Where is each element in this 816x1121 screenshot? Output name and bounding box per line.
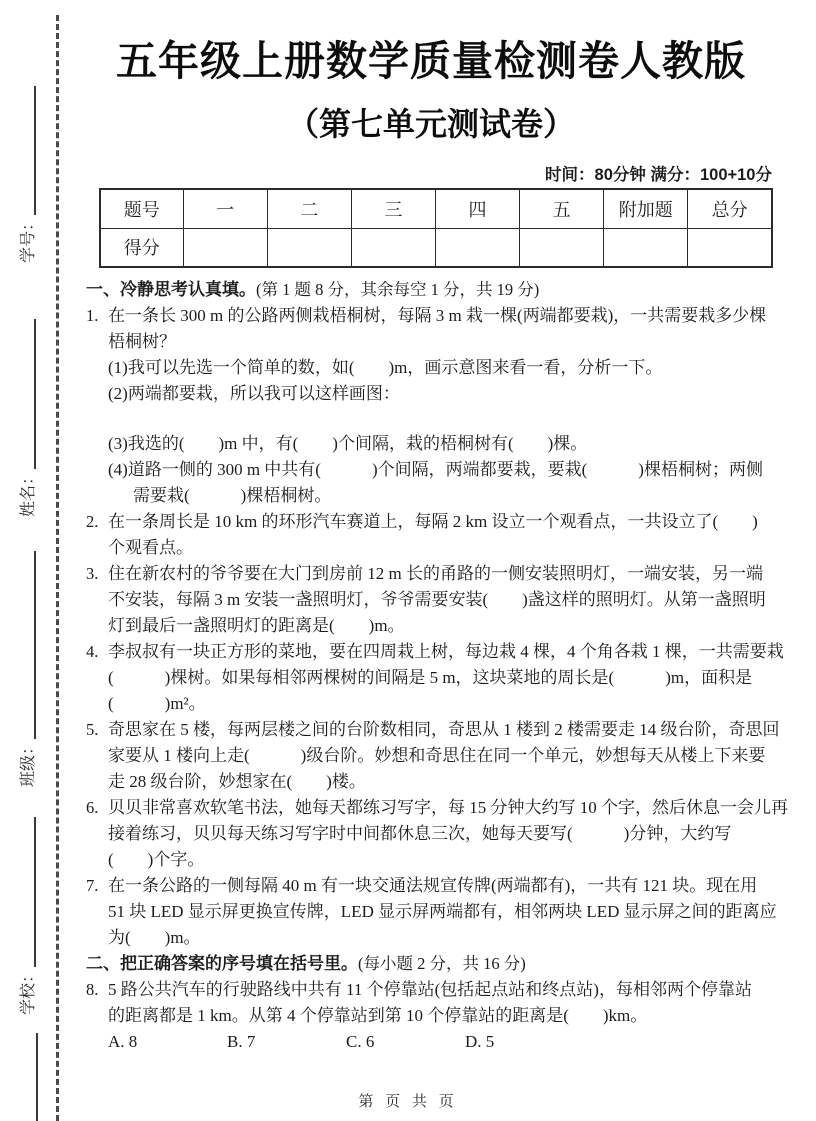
question-8-line: 5 路公共汽车的行驶路线中共有 11 个停靠站(包括起点站和终点站)，每相邻两个停靠站 [108, 980, 752, 999]
question-1 [86, 303, 776, 509]
question-5-line: 家要从 1 楼向上走( )级台阶。妙想和奇思住在同一个单元，妙想每天从楼上下来要 [108, 746, 766, 765]
question-2-line: 个观看点。 [108, 538, 193, 557]
student-name-label: 姓名： [20, 468, 37, 517]
question-8-option-a: A. 8 [108, 1032, 138, 1051]
question-6-line: 接着练习，贝贝每天练习写字时中间都休息三次，她每天要写( )分钟，大约写 [108, 824, 732, 843]
page-footer: 第 页 共 页 [358, 1094, 458, 1110]
question-2-body [108, 509, 776, 561]
score-table-header-cell: 五 [520, 189, 604, 228]
question-3-line: 住在新农村的爷爷要在大门到房前 12 m 长的甬路的一侧安装照明灯，一端安装，另一端 [108, 564, 763, 583]
main-column [86, 28, 788, 1055]
question-7-line: 为( )m。 [108, 928, 201, 947]
sidebar-field-school [20, 817, 38, 1015]
question-5 [86, 717, 780, 795]
question-7-body [108, 873, 776, 951]
score-cell-empty [267, 228, 351, 267]
question-8 [86, 977, 776, 1055]
score-row-label: 得分 [100, 228, 183, 267]
section-2-heading-title: 二、把正确答案的序号填在括号里。 [86, 954, 358, 973]
class-label: 班级： [20, 738, 37, 787]
section-1-heading-title: 一、冷静思考认真填。 [86, 280, 256, 299]
question-1-body [108, 303, 776, 509]
question-1-number: 1. [86, 306, 99, 325]
question-7 [86, 873, 776, 951]
paper-title: 五年级上册数学质量检测卷人教版 [116, 38, 746, 84]
score-table-header-cell: 总分 [688, 189, 772, 228]
section-2-heading-note: (每小题 2 分，共 16 分) [358, 954, 526, 973]
score-cell-empty [604, 228, 688, 267]
section-1-heading [86, 277, 776, 303]
question-7-line: 51 块 LED 显示屏更换宣传牌，LED 显示屏两端都有，相邻两块 LED 显示屏之间的距离应 [108, 902, 777, 921]
question-8-body [108, 977, 776, 1055]
question-3-line: 灯到最后一盏照明灯的距离是( )m。 [108, 616, 405, 635]
question-4-number: 4. [86, 642, 99, 661]
question-6-body [108, 795, 788, 873]
score-table [99, 188, 773, 268]
paper-subtitle: （第七单元测试卷） [286, 106, 575, 142]
student-id-label: 学号： [20, 214, 37, 263]
question-8-option-c: C. 6 [346, 1032, 375, 1051]
sidebar-field-student-name [20, 319, 38, 517]
score-cell-empty [351, 228, 435, 267]
score-table-header-row [100, 189, 772, 228]
class-blank-line [22, 551, 36, 739]
question-2-line: 在一条周长是 10 km 的环形汽车赛道上，每隔 2 km 设立一个观看点，一共设立了( ) [108, 512, 758, 531]
question-3-line: 不安装，每隔 3 m 安装一盏照明灯，爷爷需要安装( )盏这样的照明灯。从第一盏照明 [108, 590, 766, 609]
score-table-header-cell: 三 [351, 189, 435, 228]
question-1-line: 梧桐树？ [108, 332, 176, 351]
sidebar-field-class [20, 551, 38, 787]
student-name-blank-line [22, 319, 36, 469]
question-7-number: 7. [86, 876, 99, 895]
section-2-heading [86, 951, 776, 977]
score-table-header-cell: 二 [267, 189, 351, 228]
question-1-line: (2)两端都要栽，所以我可以这样画图： [108, 384, 400, 403]
question-5-number: 5. [86, 720, 99, 739]
school-label: 学校： [20, 966, 37, 1015]
question-3-body [108, 561, 776, 639]
question-6-number: 6. [86, 798, 99, 817]
school-blank-line [22, 817, 36, 967]
sidebar-field-student-id [20, 86, 38, 263]
question-1-line: 在一条长 300 m 的公路两侧栽梧桐树，每隔 3 m 栽一棵(两端都要栽)，一共需要栽多少棵 [108, 306, 767, 325]
question-6-line: ( )个字。 [108, 850, 205, 869]
score-table-header-cell: 附加题 [604, 189, 688, 228]
question-8-option-b: B. 7 [227, 1032, 256, 1051]
question-1-line: (3)我选的( )m 中，有( )个间隔，栽的梧桐树有( )棵。 [108, 434, 588, 453]
score-table-header-cell: 四 [435, 189, 519, 228]
section-1-heading-note: (第 1 题 8 分，其余每空 1 分，共 19 分) [256, 280, 540, 299]
questions-content [86, 277, 788, 1055]
score-table-header-cell: 一 [183, 189, 267, 228]
question-5-line: 奇思家在 5 楼，每两层楼之间的台阶数相同，奇思从 1 楼到 2 楼需要走 14 级台阶，奇思回 [108, 720, 780, 739]
question-3-number: 3. [86, 564, 99, 583]
student-id-blank-line [22, 86, 36, 215]
question-5-body [108, 717, 780, 795]
question-8-option-d: D. 5 [465, 1032, 495, 1051]
question-1-line: (1)我可以先选一个简单的数，如( )m，画示意图来看一看，分析一下。 [108, 358, 663, 377]
question-2-number: 2. [86, 512, 99, 531]
question-4 [86, 639, 784, 717]
question-5-line: 走 28 级台阶，妙想家在( )楼。 [108, 772, 366, 791]
question-8-number: 8. [86, 980, 99, 999]
question-1-drawing-space [108, 407, 776, 431]
score-cell-empty [688, 228, 772, 267]
question-8-options [108, 1029, 776, 1055]
time-and-score-info: 时间：80分钟 满分：100+10分 [545, 166, 772, 184]
question-1-line: (4)道路一侧的 300 m 中共有( )个间隔，两端都要栽，要栽( )棵梧桐树；两侧 [108, 460, 763, 479]
seal-dashed-line [56, 15, 59, 1121]
question-7-line: 在一条公路的一侧每隔 40 m 有一块交通法规宣传牌(两端都有)，一共有 121 块。现在用 [108, 876, 758, 895]
question-2 [86, 509, 776, 561]
question-6 [86, 795, 788, 873]
score-table-corner-cell: 题号 [100, 189, 183, 228]
question-3 [86, 561, 776, 639]
question-1-line: 需要栽( )棵梧桐树。 [133, 486, 332, 505]
question-4-line: ( )棵树。如果每相邻两棵树的间隔是 5 m，这块菜地的周长是( )m，面积是 [108, 668, 753, 687]
score-table-score-row [100, 228, 772, 267]
question-4-line: ( )m²。 [108, 694, 206, 713]
question-8-line: 的距离都是 1 km。从第 4 个停靠站到第 10 个停靠站的距离是( )km。 [108, 1006, 648, 1025]
question-4-line: 李叔叔有一块正方形的菜地，要在四周栽上树，每边栽 4 棵，4 个角各栽 1 棵，一共需要栽 [108, 642, 784, 661]
question-6-line: 贝贝非常喜欢软笔书法，她每天都练习写字，每 15 分钟大约写 10 个字，然后休息一会儿再 [108, 798, 788, 817]
score-cell-empty [435, 228, 519, 267]
question-4-body [108, 639, 784, 717]
score-cell-empty [520, 228, 604, 267]
score-cell-empty [183, 228, 267, 267]
